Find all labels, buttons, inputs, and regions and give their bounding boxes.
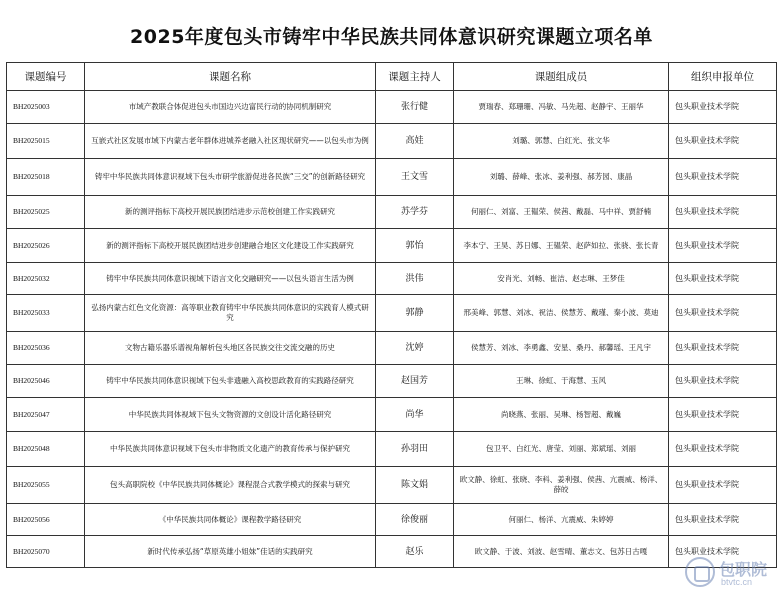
header-code: 课题编号: [7, 63, 85, 91]
table-row: [7, 504, 777, 536]
cell-name: 新的测评指标下高校开展民族团结进步创建融合地区文化建设工作实践研究: [85, 229, 376, 263]
cell-code: BH2025018: [7, 159, 85, 196]
cell-members: 包卫平、白红光、唐莹、刘丽、郑斌瑶、刘丽: [454, 432, 669, 467]
cell-code: BH2025033: [7, 295, 85, 332]
cell-name: 铸牢中华民族共同体意识视域下包头市研学旅游促进各民族“三交”的创新路径研究: [85, 159, 376, 196]
header-members: 课题组成员: [454, 63, 669, 91]
cell-org: 包头职业技术学院: [669, 504, 777, 536]
cell-code: BH2025003: [7, 91, 85, 124]
cell-org: 包头职业技术学院: [669, 432, 777, 467]
cell-code: BH2025070: [7, 536, 85, 568]
cell-code: BH2025048: [7, 432, 85, 467]
table-row: [7, 332, 777, 365]
cell-org: 包头职业技术学院: [669, 263, 777, 295]
table-row: [7, 263, 777, 295]
cell-code: BH2025015: [7, 124, 85, 159]
cell-host: 郭怡: [376, 229, 454, 263]
cell-code: BH2025026: [7, 229, 85, 263]
header-org: 组织申报单位: [669, 63, 777, 91]
cell-members: 何丽仁、刘富、王韫荣、侯茜、戴磊、马中祥、贾舒楠: [454, 196, 669, 229]
watermark-main: 包职院: [719, 560, 768, 579]
cell-host: 孙羽田: [376, 432, 454, 467]
page-title: 2025年度包头市铸牢中华民族共同体意识研究课题立项名单: [130, 26, 653, 48]
cell-code: BH2025036: [7, 332, 85, 365]
cell-host: 尚华: [376, 398, 454, 432]
cell-org: 包头职业技术学院: [669, 467, 777, 504]
cell-code: BH2025056: [7, 504, 85, 536]
cell-code: BH2025032: [7, 263, 85, 295]
cell-code: BH2025025: [7, 196, 85, 229]
cell-host: 徐俊丽: [376, 504, 454, 536]
cell-org: 包头职业技术学院: [669, 159, 777, 196]
cell-members: 尚晓燕、张丽、吴琳、杨智超、戴巍: [454, 398, 669, 432]
cell-name: 铸牢中华民族共同体意识视域下语言文化交融研究——以包头语言生活为例: [85, 263, 376, 295]
cell-name: 弘扬内蒙古红色文化资源：高等职业教育铸牢中华民族共同体意识的实践育人模式研究: [85, 295, 376, 332]
cell-members: 王琳、徐虹、于海慧、玉风: [454, 365, 669, 398]
cell-name: 中华民族共同体视域下包头文物资源的文创设计活化路径研究: [85, 398, 376, 432]
table-row: [7, 229, 777, 263]
table-row: [7, 365, 777, 398]
cell-members: 安肖光、刘畅、崔洁、赵志琳、王梦佳: [454, 263, 669, 295]
cell-host: 王文雪: [376, 159, 454, 196]
cell-org: 包头职业技术学院: [669, 398, 777, 432]
cell-name: 中华民族共同体意识视域下包头市非物质文化遗产的教育传承与保护研究: [85, 432, 376, 467]
cell-members: 刘璐、薛峰、张冰、姜利强、郝芳园、康晶: [454, 159, 669, 196]
table-row: [7, 467, 777, 504]
cell-name: 新时代传承弘扬“草原英雄小姐妹”佳话的实践研究: [85, 536, 376, 568]
cell-host: 洪伟: [376, 263, 454, 295]
cell-org: 包头职业技术学院: [669, 365, 777, 398]
cell-members: 欧文静、于波、刘波、赵雪晴、董志文、包苏日古嘎: [454, 536, 669, 568]
cell-members: 何丽仁、杨洋、亢震威、朱婷婷: [454, 504, 669, 536]
cell-name: 市域产教联合体促进包头市国边兴边富民行动的协同机制研究: [85, 91, 376, 124]
cell-org: 包头职业技术学院: [669, 229, 777, 263]
project-table: [6, 62, 777, 568]
cell-members: 欧文静、徐虹、张晓、李科、姜利强、侯茜、亢震威、杨洋、薛皎: [454, 467, 669, 504]
table-row: [7, 91, 777, 124]
cell-org: 包头职业技术学院: [669, 295, 777, 332]
cell-host: 陈文娟: [376, 467, 454, 504]
cell-name: 《中华民族共同体概论》课程教学路径研究: [85, 504, 376, 536]
cell-host: 沈婷: [376, 332, 454, 365]
header-name: 课题名称: [85, 63, 376, 91]
header-host: 课题主持人: [376, 63, 454, 91]
watermark: [685, 555, 777, 591]
table-row: [7, 124, 777, 159]
cell-name: 新的测评指标下高校开展民族团结进步示范校创建工作实践研究: [85, 196, 376, 229]
cell-code: BH2025055: [7, 467, 85, 504]
cell-org: 包头职业技术学院: [669, 332, 777, 365]
cell-org: 包头职业技术学院: [669, 124, 777, 159]
cell-members: 贾瑞春、郑珊珊、冯敏、马先超、赵静宇、王丽华: [454, 91, 669, 124]
cell-host: 高娃: [376, 124, 454, 159]
cell-host: 赵国芳: [376, 365, 454, 398]
cell-members: 李本宁、王昊、苏日娜、王韫荣、赵萨如拉、张骁、张长青: [454, 229, 669, 263]
table-row: [7, 295, 777, 332]
cell-code: BH2025047: [7, 398, 85, 432]
table-row: [7, 432, 777, 467]
cell-name: 文物古籍乐器乐谱视角解析包头地区各民族交往交流交融的历史: [85, 332, 376, 365]
cell-code: BH2025046: [7, 365, 85, 398]
cell-members: 侯慧芳、刘冰、李勇鑫、安星、桑丹、郝馨瑶、王凡宇: [454, 332, 669, 365]
cell-name: 铸牢中华民族共同体意识视域下包头非遗融入高校思政教育的实践路径研究: [85, 365, 376, 398]
college-seal-icon: [685, 557, 715, 587]
cell-name: 互嵌式社区发展市域下内蒙古老年群体进城养老融入社区现状研究——以包头市为例: [85, 124, 376, 159]
cell-org: 包头职业技术学院: [669, 196, 777, 229]
cell-members: 刘璐、郭慧、白红光、张文华: [454, 124, 669, 159]
table-row: [7, 159, 777, 196]
cell-host: 郭静: [376, 295, 454, 332]
cell-name: 包头高职院校《中华民族共同体概论》课程混合式教学模式的探索与研究: [85, 467, 376, 504]
table-row: [7, 398, 777, 432]
cell-org: 包头职业技术学院: [669, 91, 777, 124]
cell-org: 包头职业技术学院: [669, 536, 777, 568]
watermark-sub: btvtc.cn: [721, 577, 753, 587]
table-row: [7, 536, 777, 568]
cell-host: 赵乐: [376, 536, 454, 568]
cell-host: 苏学芬: [376, 196, 454, 229]
table-header-row: [7, 63, 777, 91]
cell-members: 邢美峰、郭慧、刘冰、祝洁、侯慧芳、戴瑾、秦小波、莫迪: [454, 295, 669, 332]
table-row: [7, 196, 777, 229]
cell-host: 张行健: [376, 91, 454, 124]
